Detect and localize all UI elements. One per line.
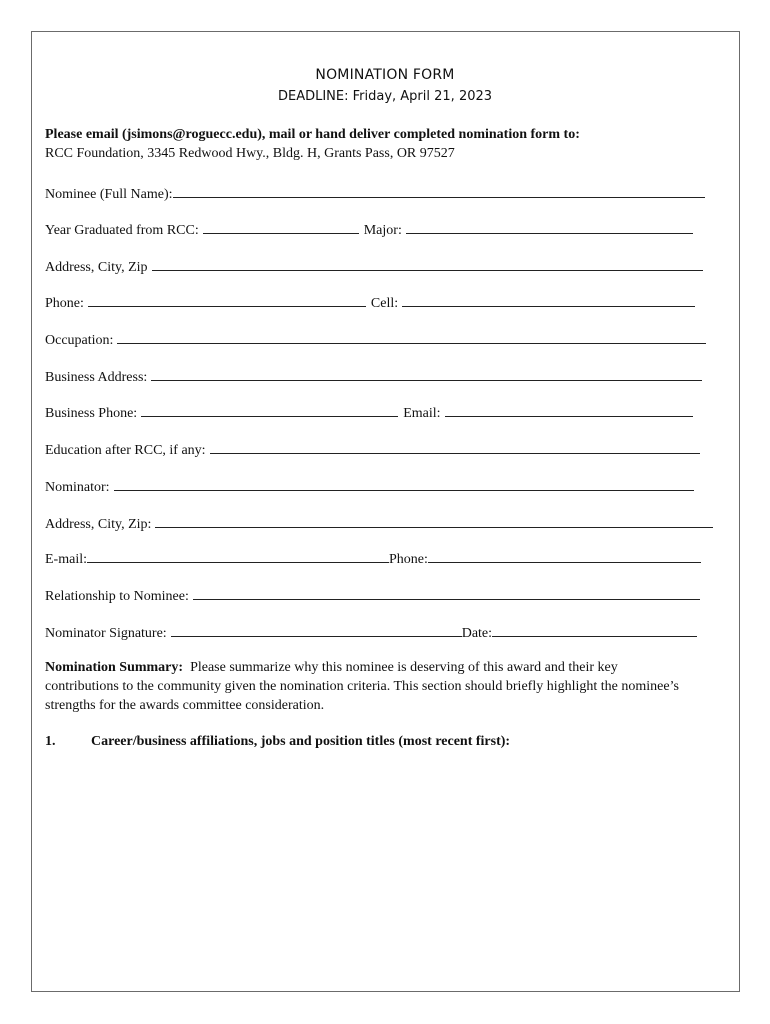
address-row (45, 256, 703, 276)
summary-heading: Nomination Summary: (45, 660, 184, 675)
nominator-address-field[interactable] (155, 513, 713, 528)
signature-label: Nominator Signature: (45, 626, 167, 641)
address-label: Address, City, Zip (45, 260, 148, 275)
email-field[interactable] (445, 402, 693, 417)
date-field[interactable] (492, 622, 697, 637)
phone-cell-row (45, 292, 695, 312)
cell-field[interactable] (402, 292, 695, 307)
instructions-line-1: Please email (jsimons@roguecc.edu), mail or hand deliver completed nomination form to: (45, 127, 580, 142)
occupation-row (45, 329, 706, 349)
education-field[interactable] (210, 439, 700, 454)
nominator-email-label: E-mail: (45, 552, 87, 567)
nominee-name-label: Nominee (Full Name): (45, 187, 173, 202)
education-row (45, 439, 700, 459)
business-address-field[interactable] (151, 366, 702, 381)
nominator-phone-field[interactable] (428, 548, 701, 563)
deadline-text: DEADLINE: Friday, April 21, 2023 (277, 89, 493, 104)
nominator-email-field[interactable] (87, 548, 389, 563)
address-field[interactable] (152, 256, 703, 271)
section-1-answer-area[interactable] (45, 758, 709, 983)
relationship-field[interactable] (193, 585, 700, 600)
relationship-label: Relationship to Nominee: (45, 589, 189, 604)
year-major-row (45, 219, 693, 239)
nominee-name-row (45, 183, 705, 203)
nomination-summary (45, 658, 685, 715)
cell-label: Cell: (370, 296, 399, 311)
nominator-field[interactable] (114, 476, 694, 491)
business-phone-email-row (45, 402, 693, 422)
nominator-email-phone-row (45, 548, 701, 568)
date-label: Date: (461, 626, 493, 641)
section-1-title: Career/business affiliations, jobs and position titles (most recent first): (91, 734, 511, 749)
phone-label: Phone: (45, 296, 84, 311)
major-label: Major: (363, 223, 402, 238)
business-address-label: Business Address: (45, 370, 148, 385)
phone-field[interactable] (88, 292, 366, 307)
occupation-field[interactable] (117, 329, 706, 344)
email-label: Email: (403, 406, 441, 421)
signature-date-row (45, 622, 697, 642)
instructions-line-2: RCC Foundation, 3345 Redwood Hwy., Bldg. H, Grants Pass, OR 97527 (45, 146, 455, 161)
nominee-name-field[interactable] (173, 183, 705, 198)
nominator-label: Nominator: (45, 480, 110, 495)
nominator-address-row (45, 513, 713, 533)
signature-field[interactable] (171, 622, 462, 637)
relationship-row (45, 585, 700, 605)
major-field[interactable] (406, 219, 693, 234)
nominator-address-label: Address, City, Zip: (45, 517, 152, 532)
year-graduated-label: Year Graduated from RCC: (45, 223, 199, 238)
section-1-number: 1. (45, 734, 56, 749)
nominator-phone-label: Phone: (389, 552, 428, 567)
summary-text: Please summarize why this nominee is deserving of this award and their key contributions to the community given the nomination criteria. This section should briefly highlight the nominee’s strengths for the awards committee consideration. (45, 660, 679, 713)
year-graduated-field[interactable] (203, 219, 359, 234)
nominator-row (45, 476, 694, 496)
education-label: Education after RCC, if any: (45, 443, 206, 458)
business-phone-field[interactable] (141, 402, 398, 417)
business-address-row (45, 366, 702, 386)
form-title: NOMINATION FORM (315, 67, 455, 83)
occupation-label: Occupation: (45, 333, 114, 348)
business-phone-label: Business Phone: (45, 406, 138, 421)
